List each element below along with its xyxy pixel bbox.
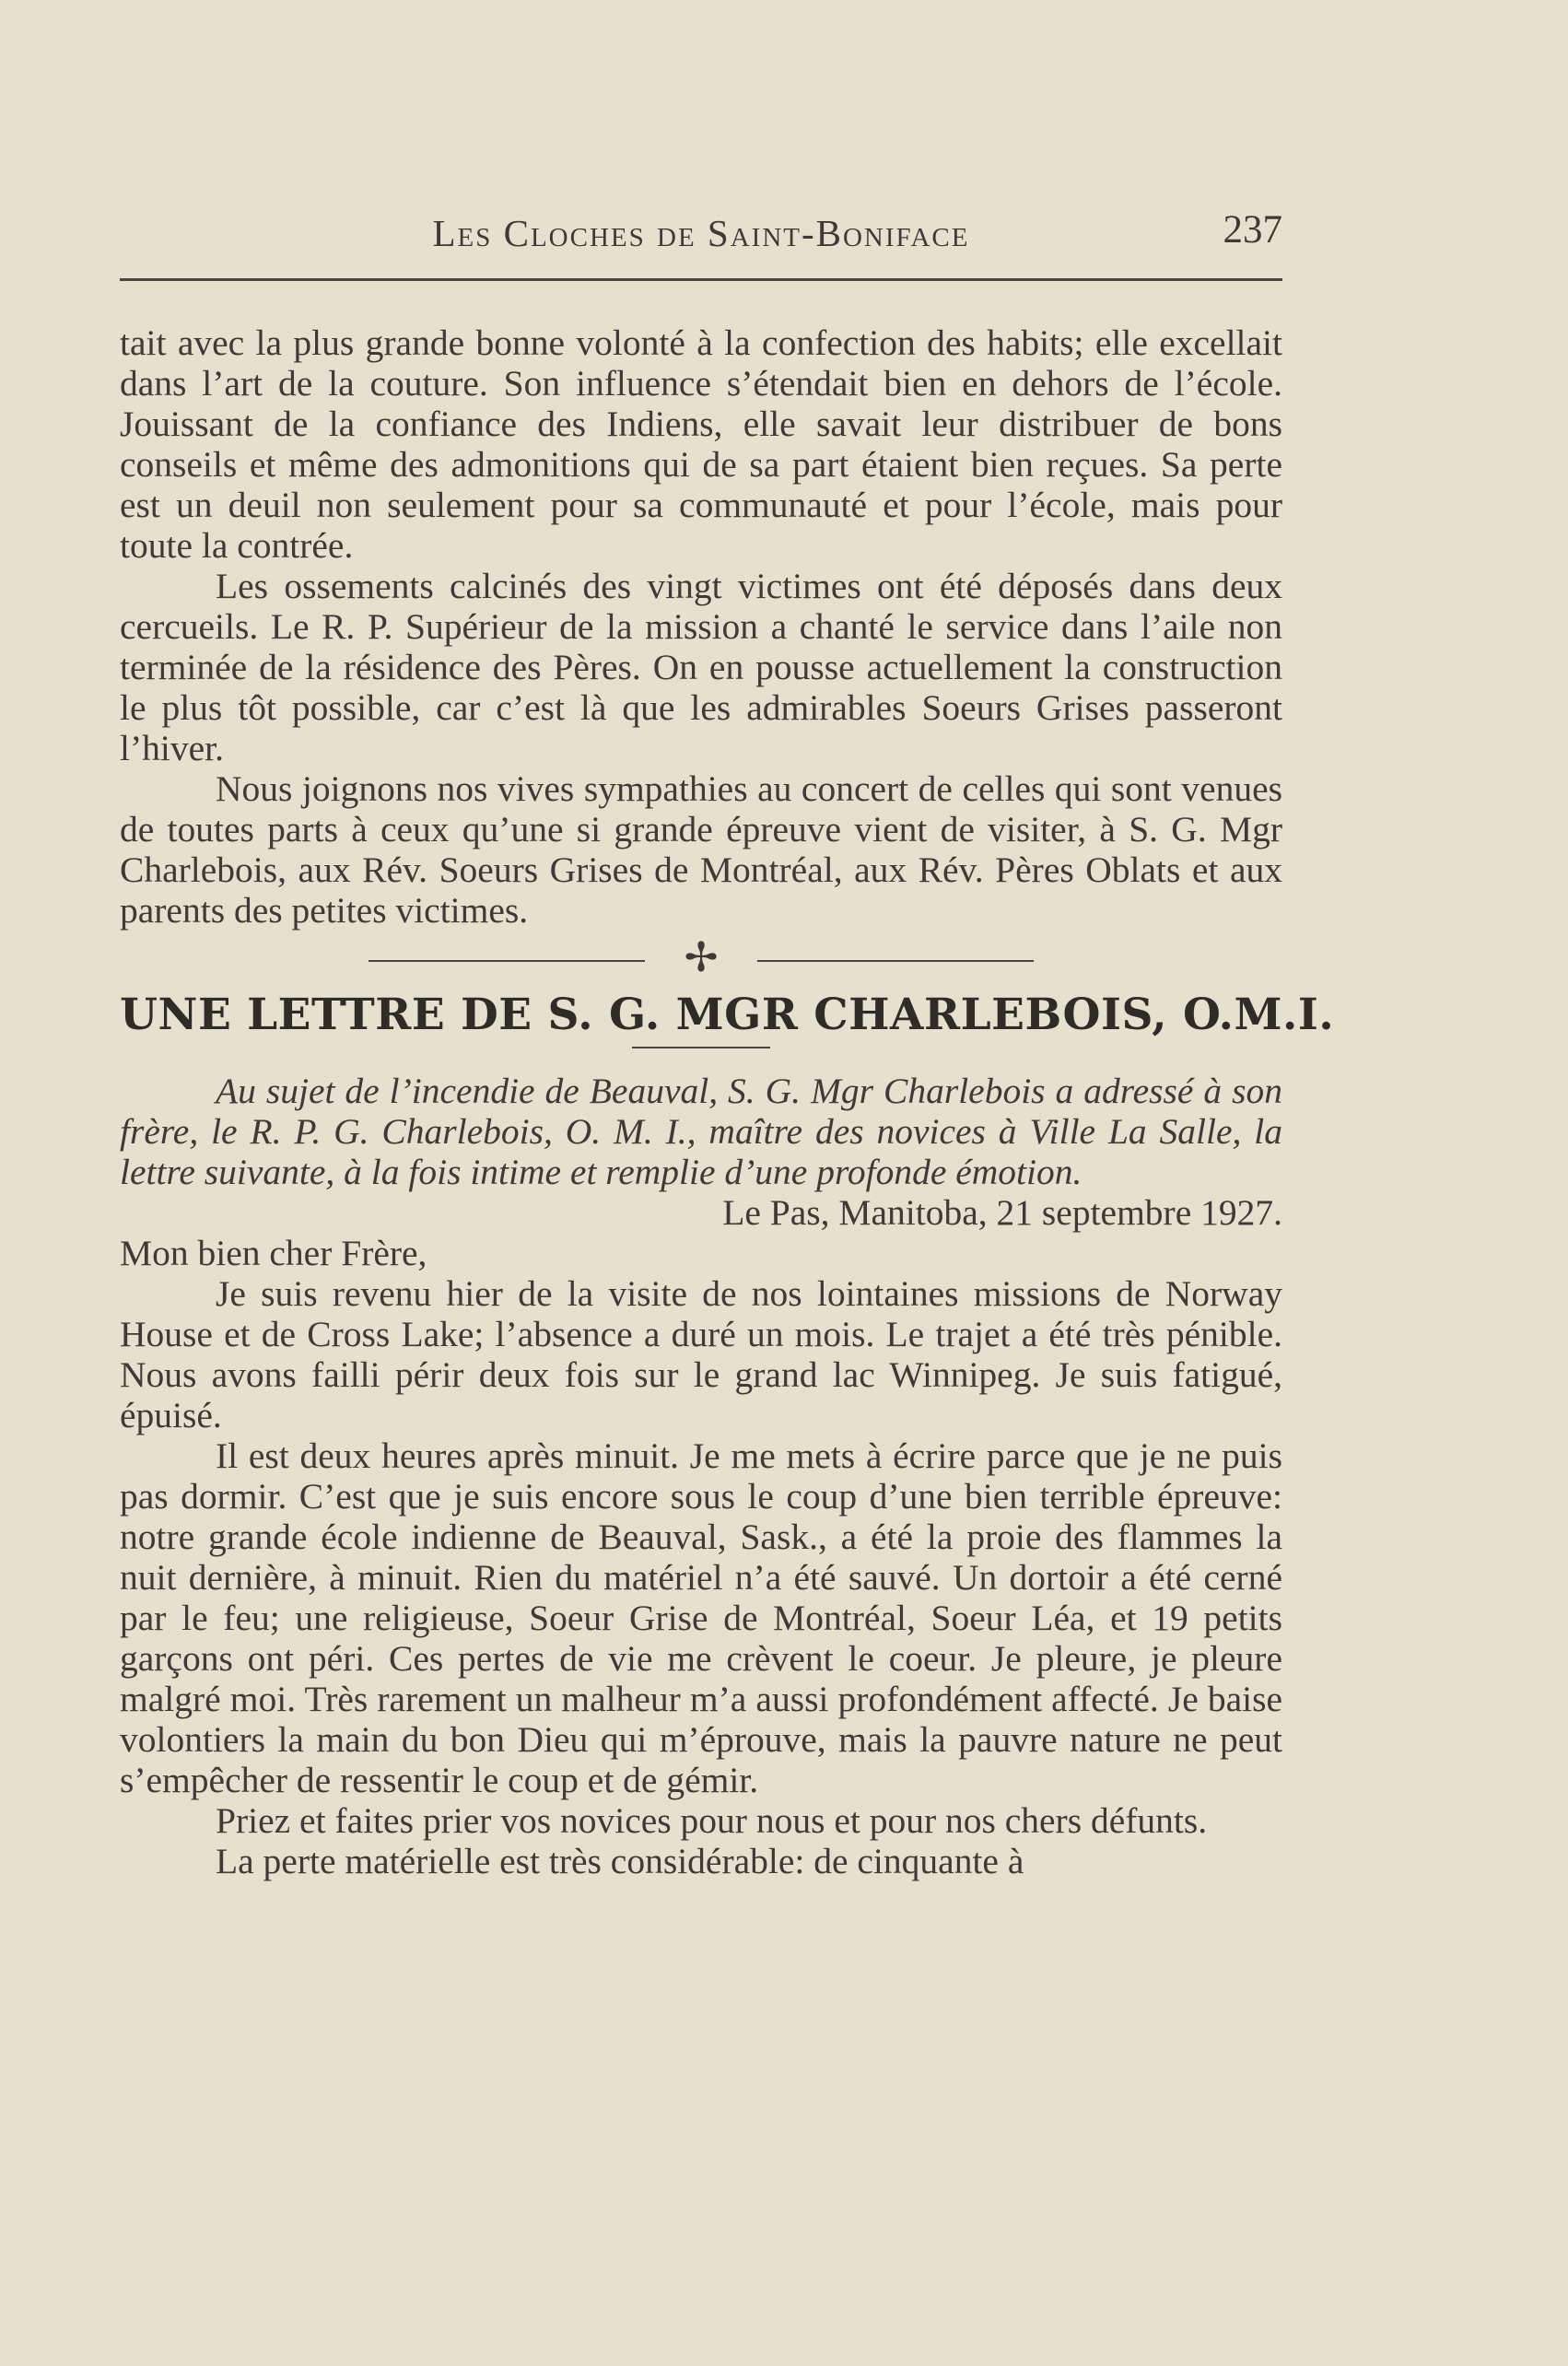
letter-salutation: Mon bien cher Frère, (120, 1233, 427, 1273)
paragraph-ossements: Les ossements calcinés des vingt victimes ont été déposés dans deux cercueils. Le R. P. Supérieur de la mission a chanté le service dans l’aile non terminée de la résidence des Pères. On en pousse actuellement la construction le plus tôt possible, car c’est là que les admirables Soeurs Grises passeront l’hiver. (120, 566, 1282, 768)
body-text (120, 322, 1335, 1881)
letter-paragraph-1: Je suis revenu hier de la visite de nos lointaines missions de Norway House et de Cross Lake; l’absence a duré un mois. Le trajet a été très pénible. Nous avons failli périr deux fois sur le grand lac Winnipeg. Je suis fatigué, épuisé. (120, 1273, 1282, 1435)
section-separator (120, 934, 1282, 981)
paragraph-sympathies: Nous joignons nos vives sympathies au concert de celles qui sont venues de toutes parts à ceux qu’une si grande épreuve vient de visiter, à S. G. Mgr Charlebois, aux Rév. Soeurs Grises de Montréal, aux Rév. Pères Oblats et aux parents des petites victimes. (120, 768, 1282, 931)
running-head (120, 207, 1282, 263)
separator-line-right (757, 960, 1034, 962)
cross-ornament-icon: ✢ (684, 934, 719, 981)
continued-paragraph: tait avec la plus grande bonne volonté à la confection des habits; elle excellait dans l’art de la couture. Son influence s’étendait bien en dehors de l’école. Jouissant de la confiance des Indiens, elle savait leur distribuer de bons conseils et même des admonitions qui de sa part étaient bien reçues. Sa perte est un deuil non seulement pour sa communauté et pour l’école, mais pour toute la contrée. (120, 322, 1282, 566)
letter-dateline: Le Pas, Manitoba, 21 septembre 1927. (722, 1192, 1282, 1233)
letter-paragraph-3: Priez et faites prier vos novices pour nous et pour nos chers défunts. (216, 1800, 1208, 1841)
letter-paragraph-4: La perte matérielle est très considérable: de cinquante à (216, 1841, 1024, 1881)
letter-paragraph-2: Il est deux heures après minuit. Je me mets à écrire parce que je ne puis pas dormir. C’est que je suis encore sous le coup d’une bien terrible épreuve: notre grande école indienne de Beauval, Sask., a été la proie des flammes la nuit dernière, à minuit. Rien du matériel n’a été sauvé. Un dortoir a été cerné par le feu; une religieuse, Soeur Grise de Montréal, Soeur Léa, et 19 petits garçons ont péri. Ces pertes de vie me crèvent le coeur. Je pleure, je pleure malgré moi. Très rarement un malheur m’a aussi profondément affecté. Je baise volontiers la main du bon Dieu qui m’éprouve, mais la pauvre nature ne peut s’empêcher de ressentir le coup et de gémir. (120, 1435, 1282, 1800)
article-intro: Au sujet de l’incendie de Beauval, S. G. Mgr Charlebois a adressé à son frère, le R. P. G. Charlebois, O. M. I., maître des novices à Ville La Salle, la lettre suivante, à la fois intime et remplie d’une profonde émotion. (120, 1071, 1282, 1192)
page-number: 237 (1223, 208, 1282, 252)
header-rule (120, 278, 1282, 281)
running-title: Les Cloches de Saint-Boniface (432, 212, 970, 254)
article-title: UNE LETTRE DE S. G. MGR CHARLEBOIS, O.M.I. (120, 990, 1335, 1040)
separator-line-left (369, 960, 645, 962)
title-rule (632, 1047, 770, 1048)
